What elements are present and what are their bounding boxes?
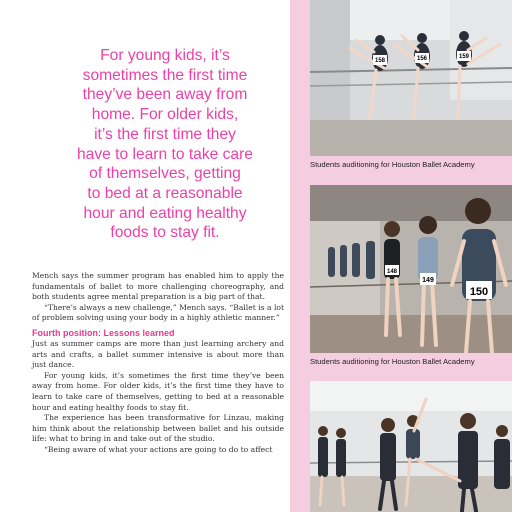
- bib-number: 159: [458, 54, 470, 60]
- pull-quote: For young kids, it’s sometimes the first time they’ve been away from home. For older kids, it’s the first time they have to learn to take care of themselves, getting to bed at a reasonable hour and eating healthy foods to stay fit.: [77, 47, 253, 242]
- paragraph: Mench says the summer program has enabled him to apply the fundamentals of ballet to more challenging choreography, and both students agree mental preparation is a big part of that.: [32, 271, 284, 302]
- photo-sidebar: [290, 0, 512, 512]
- article-body: [32, 271, 284, 456]
- paragraph: For young kids, it’s sometimes the first time they’ve been away from home. For older kids, it’s the first time they have to learn to take care of themselves, getting to bed at a reasonable hour and eating healthy foods to stay fit.: [32, 370, 284, 412]
- paragraph: “There’s always a new challenge,” Mench says. “Ballet is a lot of problem solving using your body in a highly athletic manner.”: [32, 302, 284, 323]
- bib-number: 148: [386, 269, 398, 275]
- paragraph: The experience has been transformative for Linzau, making him think about the relationship between ballet and his outside life: what to bring in and take out of the studio.: [32, 413, 284, 444]
- bib-number: 149: [422, 277, 434, 284]
- paragraph: “Being aware of what your actions are going to do to affect: [44, 444, 273, 454]
- bib-number: 150: [469, 286, 489, 298]
- audition-photo-2: [310, 185, 512, 353]
- audition-photo-3: [310, 381, 512, 512]
- audition-photo-1: [310, 0, 512, 156]
- bib-number: 158: [374, 58, 386, 64]
- bib-number: 156: [416, 56, 428, 62]
- photo-caption: Students auditioning for Houston Ballet Academy: [310, 357, 475, 366]
- paragraph: Just as summer camps are more than just learning archery and arts and crafts, a ballet summer intensive is about more than just dance.: [32, 338, 284, 370]
- section-heading: Fourth position: Lessons learned: [32, 327, 175, 338]
- photo-caption: Students auditioning for Houston Ballet Academy: [310, 160, 475, 169]
